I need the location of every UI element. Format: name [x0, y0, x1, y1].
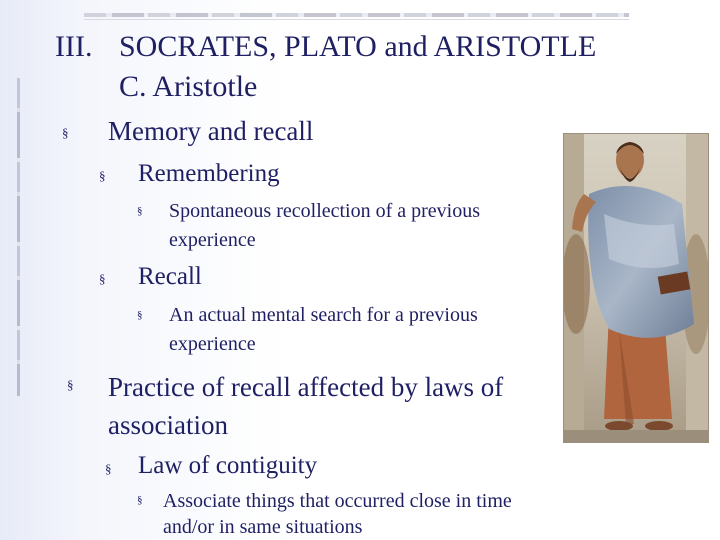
slide-title [55, 28, 596, 65]
top-decorative-line [84, 13, 629, 17]
bullet-contiguity-detail: Associate things that occurred close in time and/or in same situations [163, 490, 512, 538]
title-numeral: III. [55, 30, 93, 63]
bullet-memory-and-recall: Memory and recall [108, 116, 314, 146]
bullet-icon: § [137, 205, 143, 217]
bullet-icon: § [99, 168, 106, 183]
bullet-icon: § [137, 494, 143, 506]
bullet-icon: § [62, 125, 69, 140]
aristotle-painting [563, 133, 709, 443]
bullet-recall-detail: An actual mental search for a previous experience [169, 304, 478, 355]
bullet-icon: § [99, 271, 106, 286]
slide-subtitle: C. Aristotle [119, 70, 258, 103]
bullet-remembering: Remembering [138, 160, 280, 187]
bullet-icon: § [67, 377, 74, 392]
bullet-remembering-detail: Spontaneous recollection of a previous experience [169, 200, 481, 251]
title-text: SOCRATES, PLATO and ARISTOTLE [119, 30, 597, 63]
top-decorative-underline [84, 19, 629, 20]
bullet-law-of-contiguity: Law of contiguity [138, 452, 318, 479]
bullet-icon: § [105, 461, 112, 476]
bullet-practice-of-recall: Practice of recall affected by laws of association [108, 372, 504, 440]
left-decorative-rule [17, 78, 20, 396]
bullet-icon: § [137, 309, 143, 321]
bullet-recall: Recall [138, 263, 202, 290]
